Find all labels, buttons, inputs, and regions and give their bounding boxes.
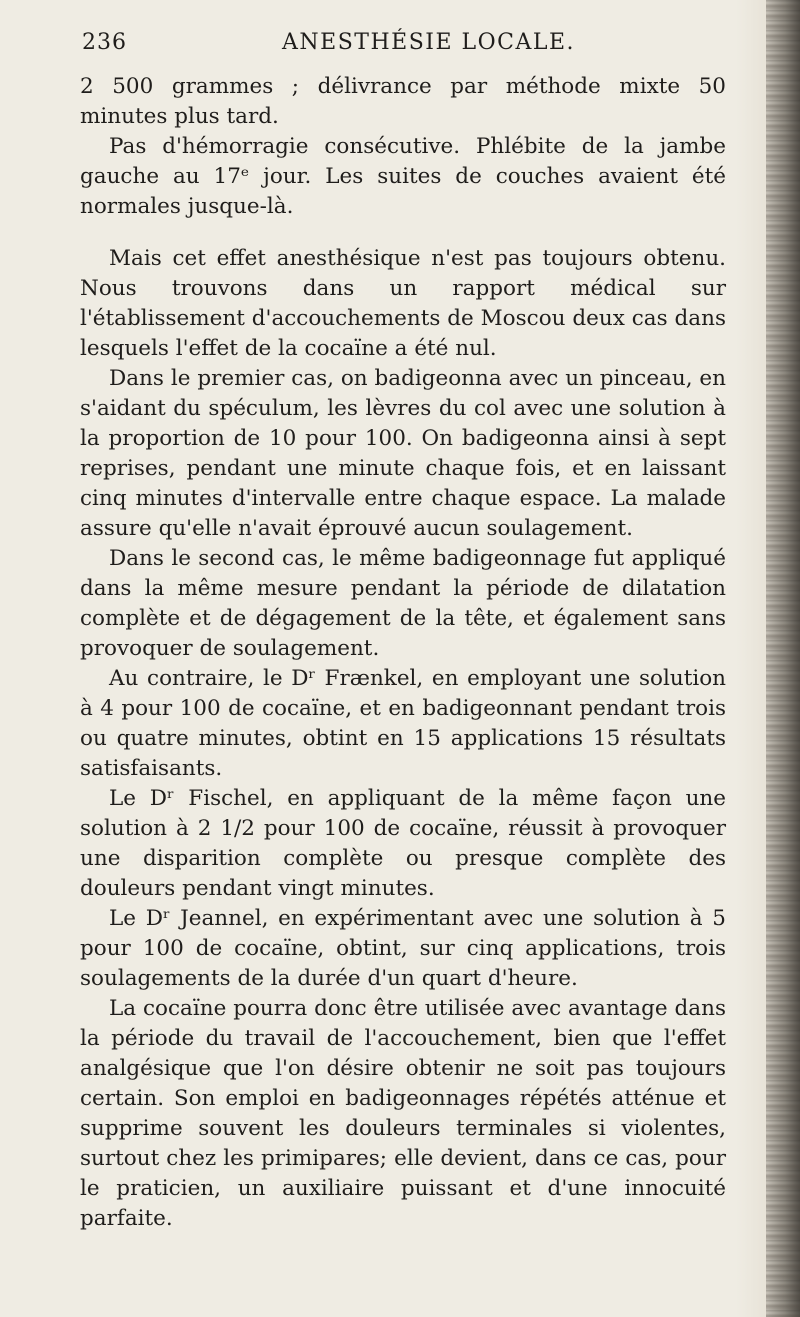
running-title: ANESTHÉSIE LOCALE. [282,30,576,55]
paragraph: Mais cet effet anesthésique n'est pas toujours obtenu. Nous trouvons dans un rapport médical sur l'établissement d'accouchements de Moscou deux cas dans lesquels l'effet de la cocaïne a été nul. [80,246,726,361]
body-text [80,72,726,1234]
paragraph: La cocaïne pourra donc être utilisée avec avantage dans la période du travail de l'accouchement, bien que l'effet analgésique que l'on désire obtenir ne soit pas toujours certain. Son emploi en badigeonnages répétés atténue et supprime souvent les douleurs terminales si violentes, surtout chez les primipares; elle devient, dans ce cas, pour le praticien, un auxiliaire puissant et d'une innocuité parfaite. [80,996,726,1231]
paragraph-gap [80,222,726,244]
paragraph: Pas d'hémorragie consécutive. Phlébite de la jambe gauche au 17ᵉ jour. Les suites de couches avaient été normales jusque-là. [80,134,726,219]
page-header [82,30,722,62]
paragraph: Le Dʳ Fischel, en appliquant de la même façon une solution à 2 1/2 pour 100 de cocaïne, réussit à provoquer une disparition complète ou presque complète des douleurs pendant vingt minutes. [80,786,726,901]
paragraph: Au contraire, le Dʳ Frænkel, en employant une solution à 4 pour 100 de cocaïne, et en badigeonnant pendant trois ou quatre minutes, obtint en 15 applications 15 résultats satisfaisants. [80,666,726,781]
page-number: 236 [82,30,127,55]
paragraph: Le Dʳ Jeannel, en expérimentant avec une solution à 5 pour 100 de cocaïne, obtint, sur cinq applications, trois soulagements de la durée d'un quart d'heure. [80,906,726,991]
paragraph: Dans le premier cas, on badigeonna avec un pinceau, en s'aidant du spéculum, les lèvres du col avec une solution à la proportion de 10 pour 100. On badigeonna ainsi à sept reprises, pendant une minute chaque fois, et en laissant cinq minutes d'intervalle entre chaque espace. La malade assure qu'elle n'avait éprouvé aucun soulagement. [80,366,726,541]
binding-edge [766,0,800,1317]
paragraph: 2 500 grammes ; délivrance par méthode mixte 50 minutes plus tard. [80,74,726,129]
paragraph: Dans le second cas, le même badigeonnage fut appliqué dans la même mesure pendant la période de dilatation complète et de dégagement de la tête, et également sans provoquer de soulagement. [80,546,726,661]
